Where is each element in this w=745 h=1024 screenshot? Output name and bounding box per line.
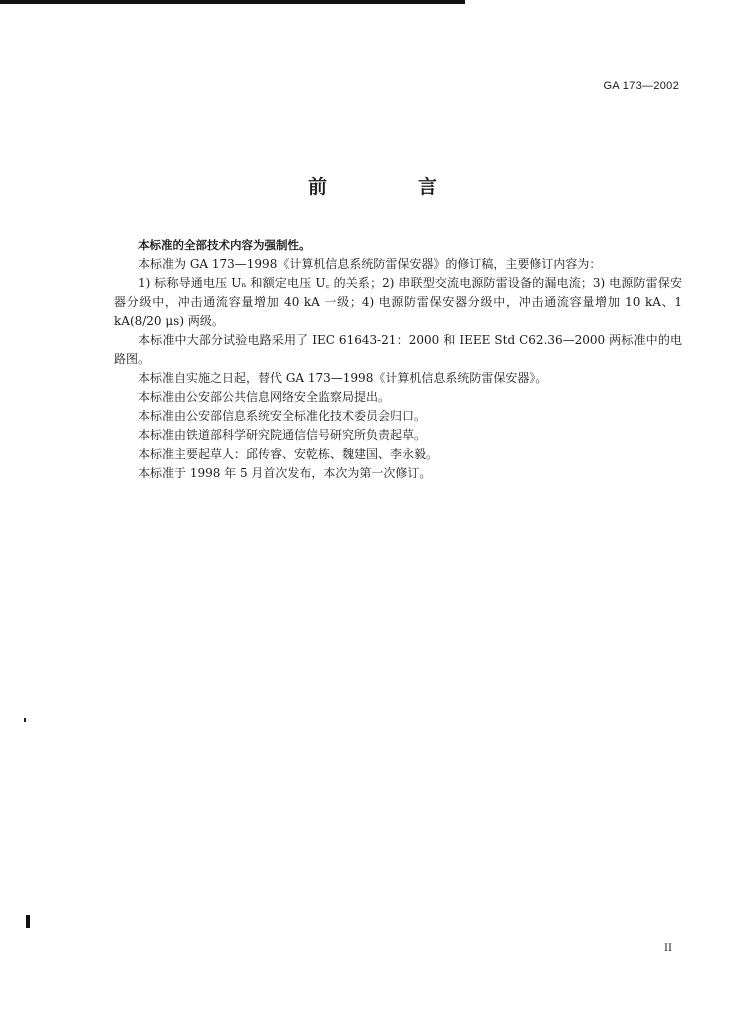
foreword-body: [114, 236, 682, 483]
scan-edge-bar: [0, 0, 465, 4]
paragraph-revision-intro: 本标准为 GA 173—1998《计算机信息系统防雷保安器》的修订稿，主要修订内容为：: [138, 257, 602, 271]
paragraph-proposer: 本标准由公安部公共信息网络安全监察局提出。: [138, 390, 391, 404]
page-number: II: [664, 943, 672, 954]
paragraph-history: 本标准于 1998 年 5 月首次发布，本次为第一次修订。: [138, 466, 432, 480]
paragraph-drafters: 本标准主要起草人：邱传睿、安乾栋、魏建国、李永毅。: [138, 447, 439, 461]
paragraph-drafting-org: 本标准由铁道部科学研究院通信信号研究所负责起草。: [138, 428, 427, 442]
page-title: 前 言: [307, 176, 473, 198]
paragraph-replacement: 本标准自实施之日起，替代 GA 173—1998《计算机信息系统防雷保安器》。: [138, 371, 548, 385]
paragraph-revision-items: 1) 标称导通电压 Uₙ 和额定电压 U꜀ 的关系；2) 串联型交流电源防雷设备的漏电流；3) 电源防雷保安器分级中，冲击通流容量增加 40 kA 一级；4) 电源防雷保安器分级中，冲击通流容量增加 10 kA、1 kA(8/20 μs) 两级。: [114, 276, 682, 328]
scan-speck: [26, 915, 30, 928]
standard-code: GA 173—2002: [603, 80, 679, 92]
paragraph-committee: 本标准由公安部信息系统安全标准化技术委员会归口。: [138, 409, 427, 423]
paragraph-test-circuits: 本标准中大部分试验电路采用了 IEC 61643-21：2000 和 IEEE Std C62.36—2000 两标准中的电路图。: [114, 333, 682, 366]
scan-speck: [24, 718, 26, 722]
paragraph-mandatory-statement: 本标准的全部技术内容为强制性。: [138, 238, 311, 252]
